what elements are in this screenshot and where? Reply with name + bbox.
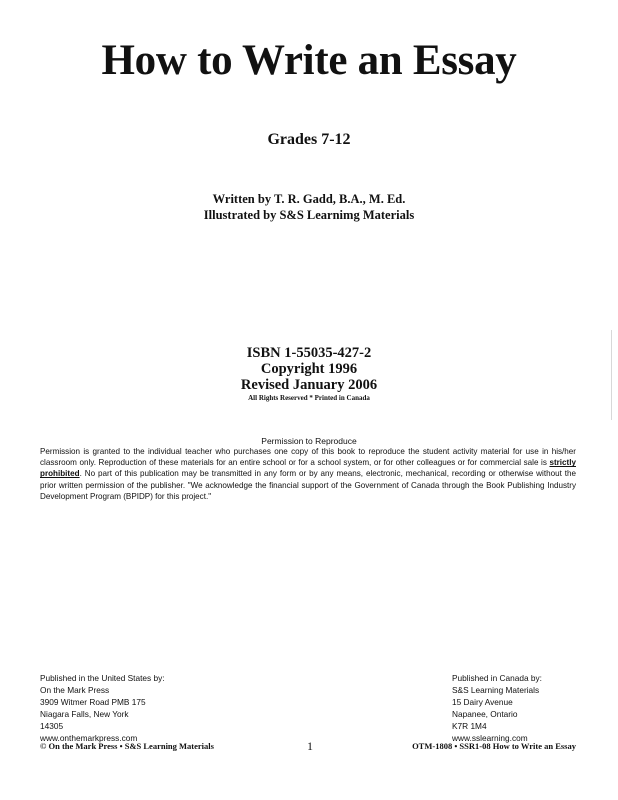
footer-copyright: © On the Mark Press • S&S Learning Materials [40, 741, 214, 751]
footer-product-code: OTM-1808 • SSR1-08 How to Write an Essay [412, 741, 576, 751]
canada-publisher-city: Napanee, Ontario [452, 708, 518, 719]
us-publisher-heading: Published in the United States by: [40, 673, 165, 683]
page-number: 1 [307, 739, 313, 753]
canada-publisher-postal: K7R 1M4 [452, 720, 487, 731]
us-publisher-city: Niagara Falls, New York [40, 708, 129, 719]
revised-date: Revised January 2006 [240, 377, 378, 393]
permission-text-start: Permission is granted to the individual teacher who purchases one copy of this book to reproduce the student activity material for use in his/her classroom only. Reproduction of these materials for an entire school or for a school system, or for other colleagues or for commercial sale is [40, 447, 576, 468]
isbn-number: ISBN 1-55035-427-2 [246, 345, 372, 361]
rights-notice: All Rights Reserved * Printed in Canada [248, 394, 370, 402]
us-publisher-zip: 14305 [40, 720, 64, 731]
canada-publisher-website: www.sslearning.com [452, 732, 528, 743]
scan-edge-mark [611, 330, 612, 420]
copyright-line: Copyright 1996 [260, 361, 358, 377]
grade-range: Grades 7-12 [267, 131, 351, 148]
us-publisher-website: www.onthemarkpress.com [40, 732, 138, 743]
canada-publisher-street: 15 Dairy Avenue [452, 696, 513, 707]
permission-text-end: . No part of this publication may be transmitted in any form or by any means, electronic, mechanical, recording or otherwise without the prior written permission of the publisher. "We acknowledge the financial support of the Government of Canada through the Book Publishing Industry Development Program (BPIDP) for this project." [40, 469, 576, 501]
us-publisher-street: 3909 Witmer Road PMB 175 [40, 696, 146, 707]
author-credit: Written by T. R. Gadd, B.A., M. Ed. [212, 192, 406, 206]
book-title: How to Write an Essay [101, 37, 517, 84]
canada-publisher-name: S&S Learning Materials [452, 684, 540, 695]
us-publisher-block [40, 673, 165, 744]
permission-heading: Permission to Reproduce [261, 436, 357, 446]
prohibited-emphasis: strictly prohibited [40, 458, 576, 479]
illustrator-credit: Illustrated by S&S Learnimg Materials [203, 208, 415, 222]
canada-publisher-block [452, 673, 542, 744]
canada-publisher-heading: Published in Canada by: [452, 673, 542, 683]
permission-paragraph [40, 446, 576, 502]
us-publisher-name: On the Mark Press [40, 684, 110, 695]
